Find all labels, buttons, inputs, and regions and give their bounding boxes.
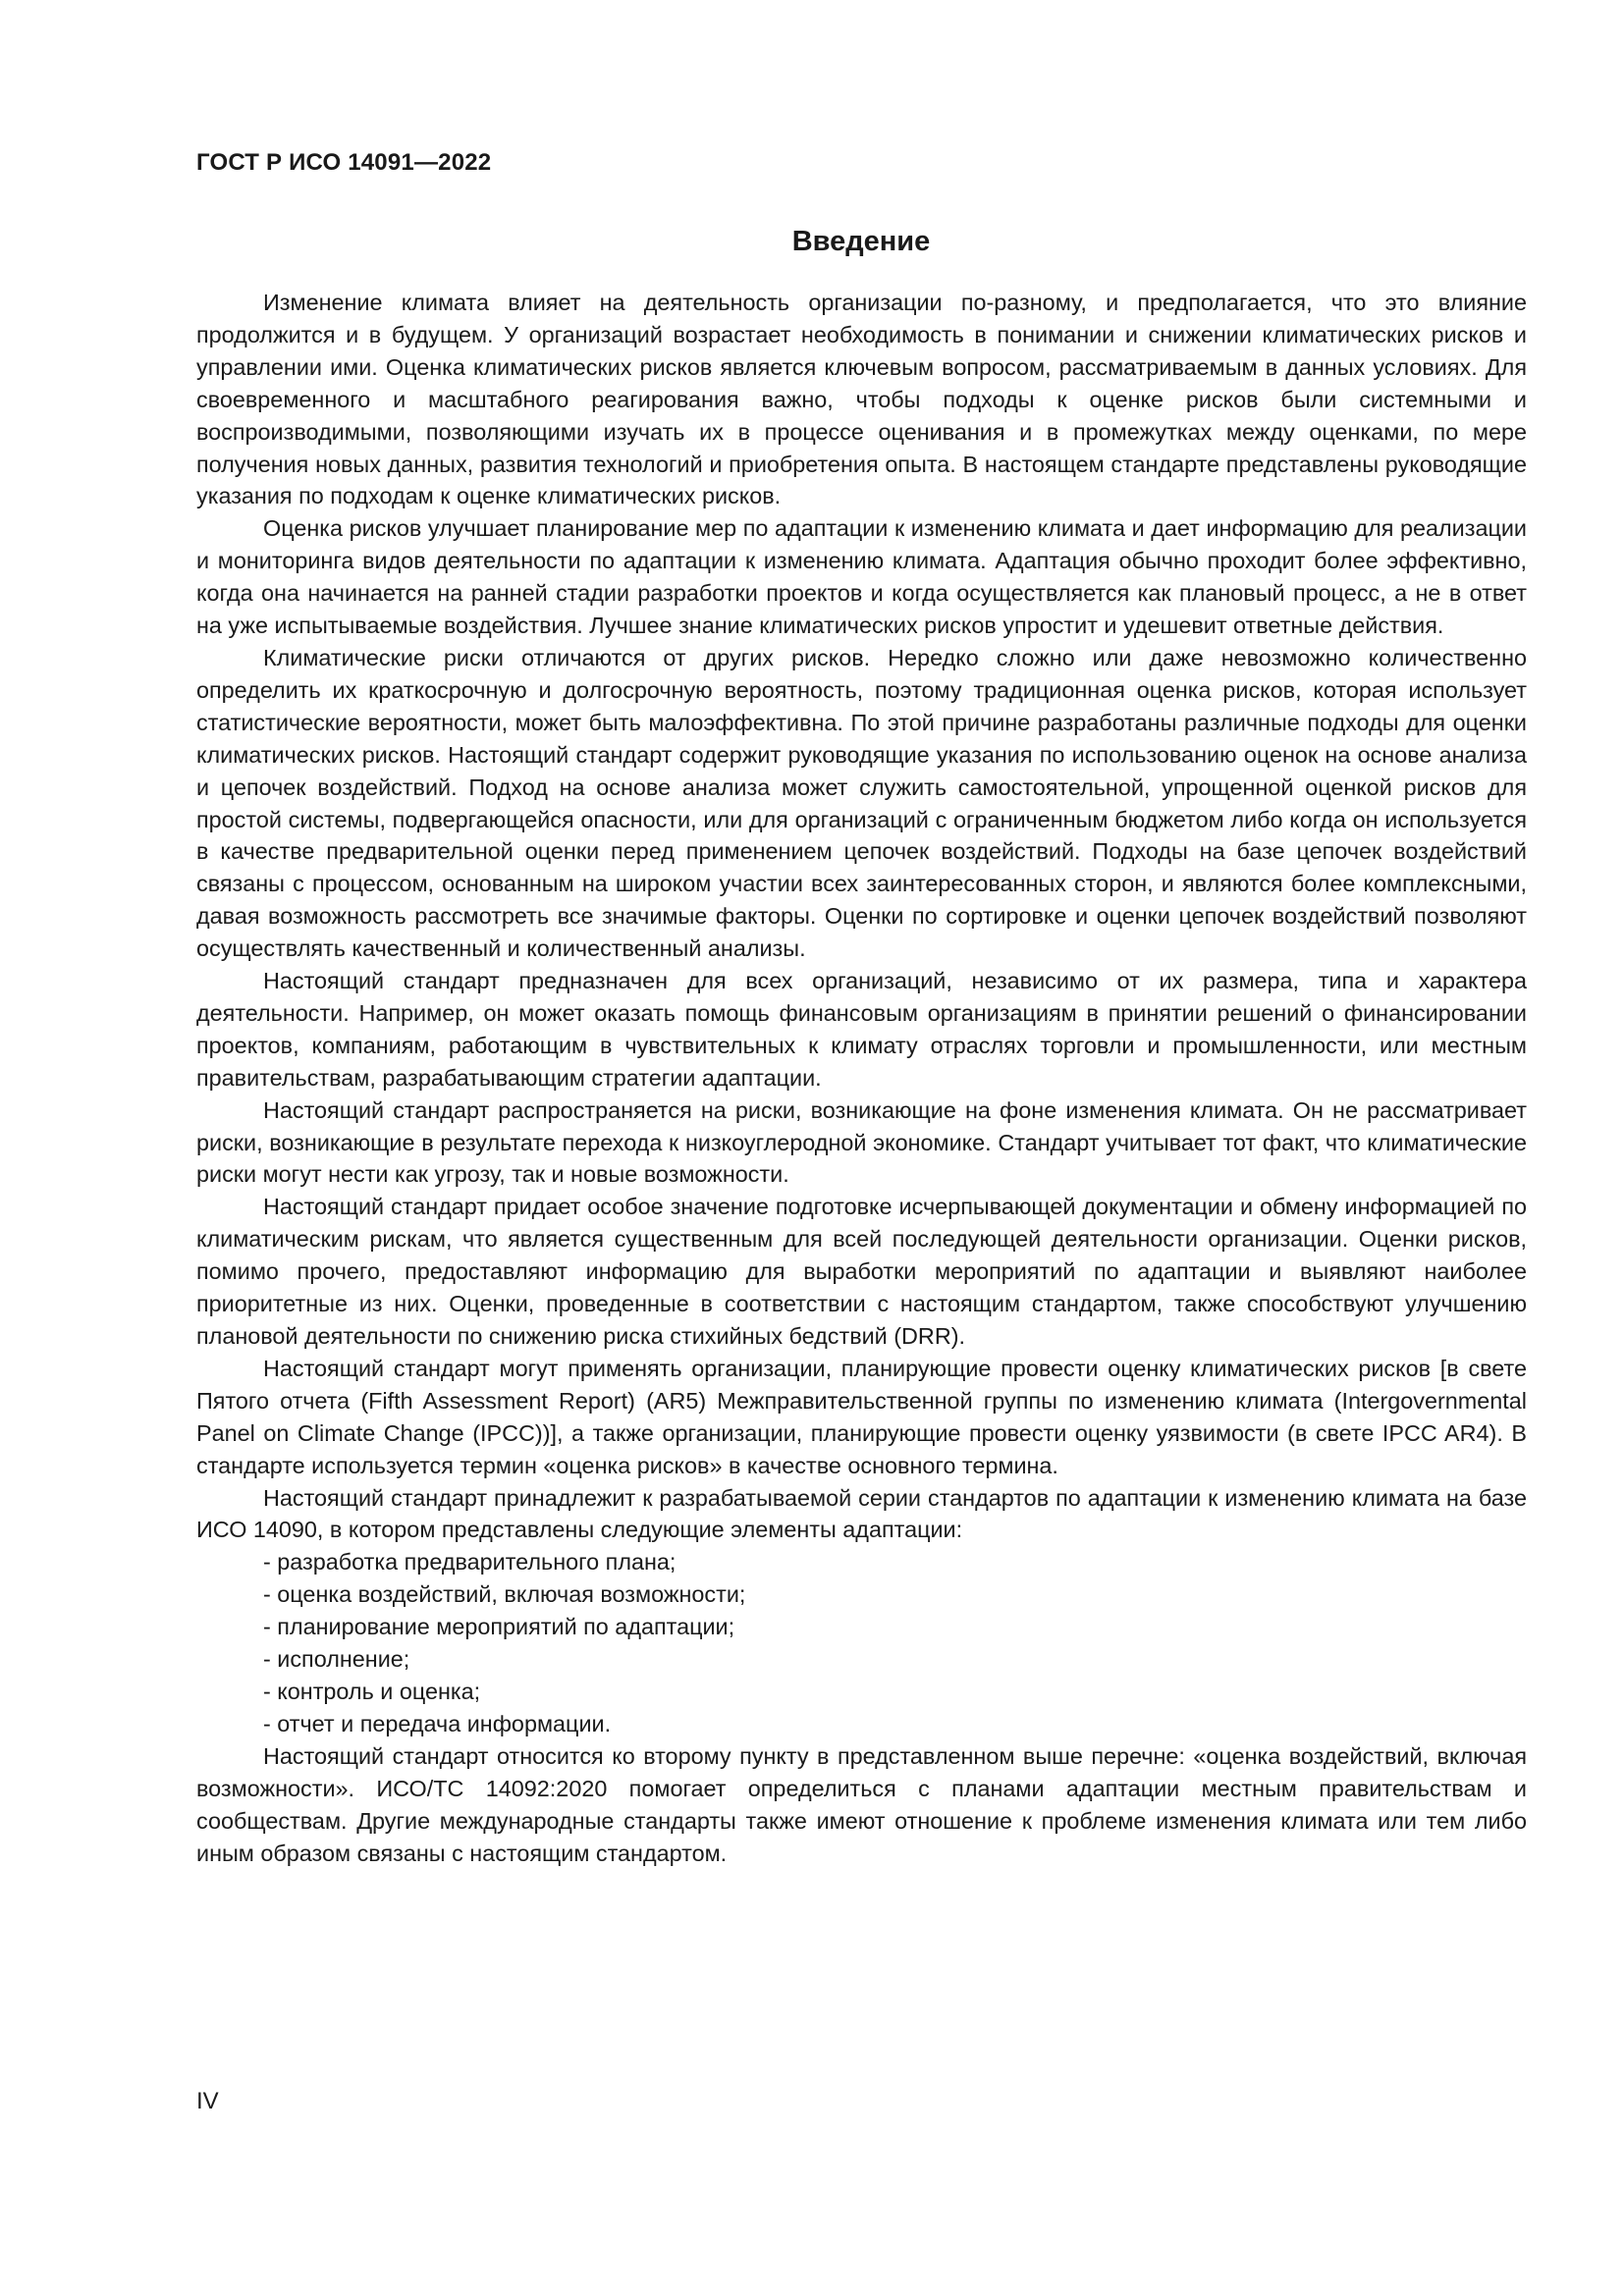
list-item: - отчет и передача информации. <box>263 1710 612 1736</box>
paragraph: Настоящий стандарт придает особое значение подготовке исчерпывающей документации и обмену информацией по климатическим рискам, что является существенным для всей последующей деятельности организации. Оценки рисков, помимо прочего, предоставляют информацию для выработки мероприятий по адаптации и выявляют наиболее приоритетные из них. Оценки, проведенные в соответствии с настоящим стандартом, также способствуют улучшению плановой деятельности по снижению риска стихийных бедствий (DRR). <box>196 1194 1527 1349</box>
adaptation-elements-list <box>196 1546 1527 1739</box>
page-number: IV <box>196 2088 219 2114</box>
paragraph: Настоящий стандарт предназначен для всех организаций, независимо от их размера, типа и характера деятельности. Например, он может оказать помощь финансовым организациям в принятии решений о финансировании проектов, компаниям, работающим в чувствительных к климату отраслях торговли и промышленности, или местным правительствам, разрабатывающим стратегии адаптации. <box>196 968 1527 1091</box>
document-body <box>196 287 1527 1869</box>
list-item: - контроль и оценка; <box>263 1678 481 1704</box>
paragraph: Настоящий стандарт принадлежит к разрабатываемой серии стандартов по адаптации к изменению климата на базе ИСО 14090, в котором представлены следующие элементы адаптации: <box>196 1484 1527 1543</box>
list-item: - разработка предварительного плана; <box>263 1549 677 1575</box>
paragraph: Настоящий стандарт относится ко второму пункту в представленном выше перечне: «оценка воздействий, включая возможности». ИСО/ТС 14092:2020 помогает определиться с планами адаптации местным правительствам и сообществам. Другие международные стандарты также имеют отношение к проблеме изменения климата или тем либо иным образом связаны с настоящим стандартом. <box>196 1742 1527 1866</box>
paragraph: Изменение климата влияет на деятельность организации по-разному, и предполагается, что это влияние продолжится и в будущем. У организаций возрастает необходимость в понимании и снижении климатических рисков и управлении ими. Оценка климатических рисков является ключевым вопросом, рассматриваемым в данных условиях. Для своевременного и масштабного реагирования важно, чтобы подходы к оценке рисков были системными и воспроизводимыми, позволяющими изучать их в процессе оценивания и в промежутках между оценками, по мере получения новых данных, развития технологий и приобретения опыта. В настоящем стандарте представлены руководящие указания по подходам к оценке климатических рисков. <box>196 290 1527 509</box>
document-header: ГОСТ Р ИСО 14091—2022 <box>196 149 492 176</box>
paragraph: Настоящий стандарт могут применять организации, планирующие провести оценку климатических рисков [в свете Пятого отчета (Fifth Assessment Report) (AR5) Межправительственной группы по изменению климата (Intergovernmental Panel on Climate Change (IPCC))], а также организации, планирующие провести оценку уязвимости (в свете IPCC AR4). В стандарте используется термин «оценка рисков» в качестве основного термина. <box>196 1355 1527 1478</box>
paragraph: Климатические риски отличаются от других рисков. Нередко сложно или даже невозможно количественно определить их краткосрочную и долгосрочную вероятность, поэтому традиционная оценка рисков, которая использует статистические вероятности, может быть малоэффективна. По этой причине разработаны различные подходы для оценки климатических рисков. Настоящий стандарт содержит руководящие указания по использованию оценок на основе анализа и цепочек воздействий. Подход на основе анализа может служить самостоятельной, упрощенной оценкой рисков для простой системы, подвергающейся опасности, или для организаций с ограниченным бюджетом либо когда он используется в качестве предварительной оценки перед применением цепочек воздействий. Подходы на базе цепочек воздействий связаны с процессом, основанным на широком участии всех заинтересованных сторон, и являются более комплексными, давая возможность рассмотреть все значимые факторы. Оценки по сортировке и оценки цепочек воздействий позволяют осуществлять качественный и количественный анализы. <box>196 644 1527 962</box>
list-item: - оценка воздействий, включая возможности; <box>263 1581 746 1608</box>
paragraph: Оценка рисков улучшает планирование мер по адаптации к изменению климата и дает информацию для реализации и мониторинга видов деятельности по адаптации к изменению климата. Адаптация обычно проходит более эффективно, когда она начинается на ранней стадии разработки проектов и когда осуществляется как плановый процесс, а не в ответ на уже испытываемые воздействия. Лучшее знание климатических рисков упростит и удешевит ответные действия. <box>196 515 1527 639</box>
list-item: - исполнение; <box>263 1646 410 1673</box>
paragraph: Настоящий стандарт распространяется на риски, возникающие на фоне изменения климата. Он не рассматривает риски, возникающие в результате перехода к низкоуглеродной экономике. Стандарт учитывает тот факт, что климатические риски могут нести как угрозу, так и новые возможности. <box>196 1096 1527 1188</box>
section-title: Введение <box>791 226 931 257</box>
list-item: - планирование мероприятий по адаптации; <box>263 1614 735 1640</box>
